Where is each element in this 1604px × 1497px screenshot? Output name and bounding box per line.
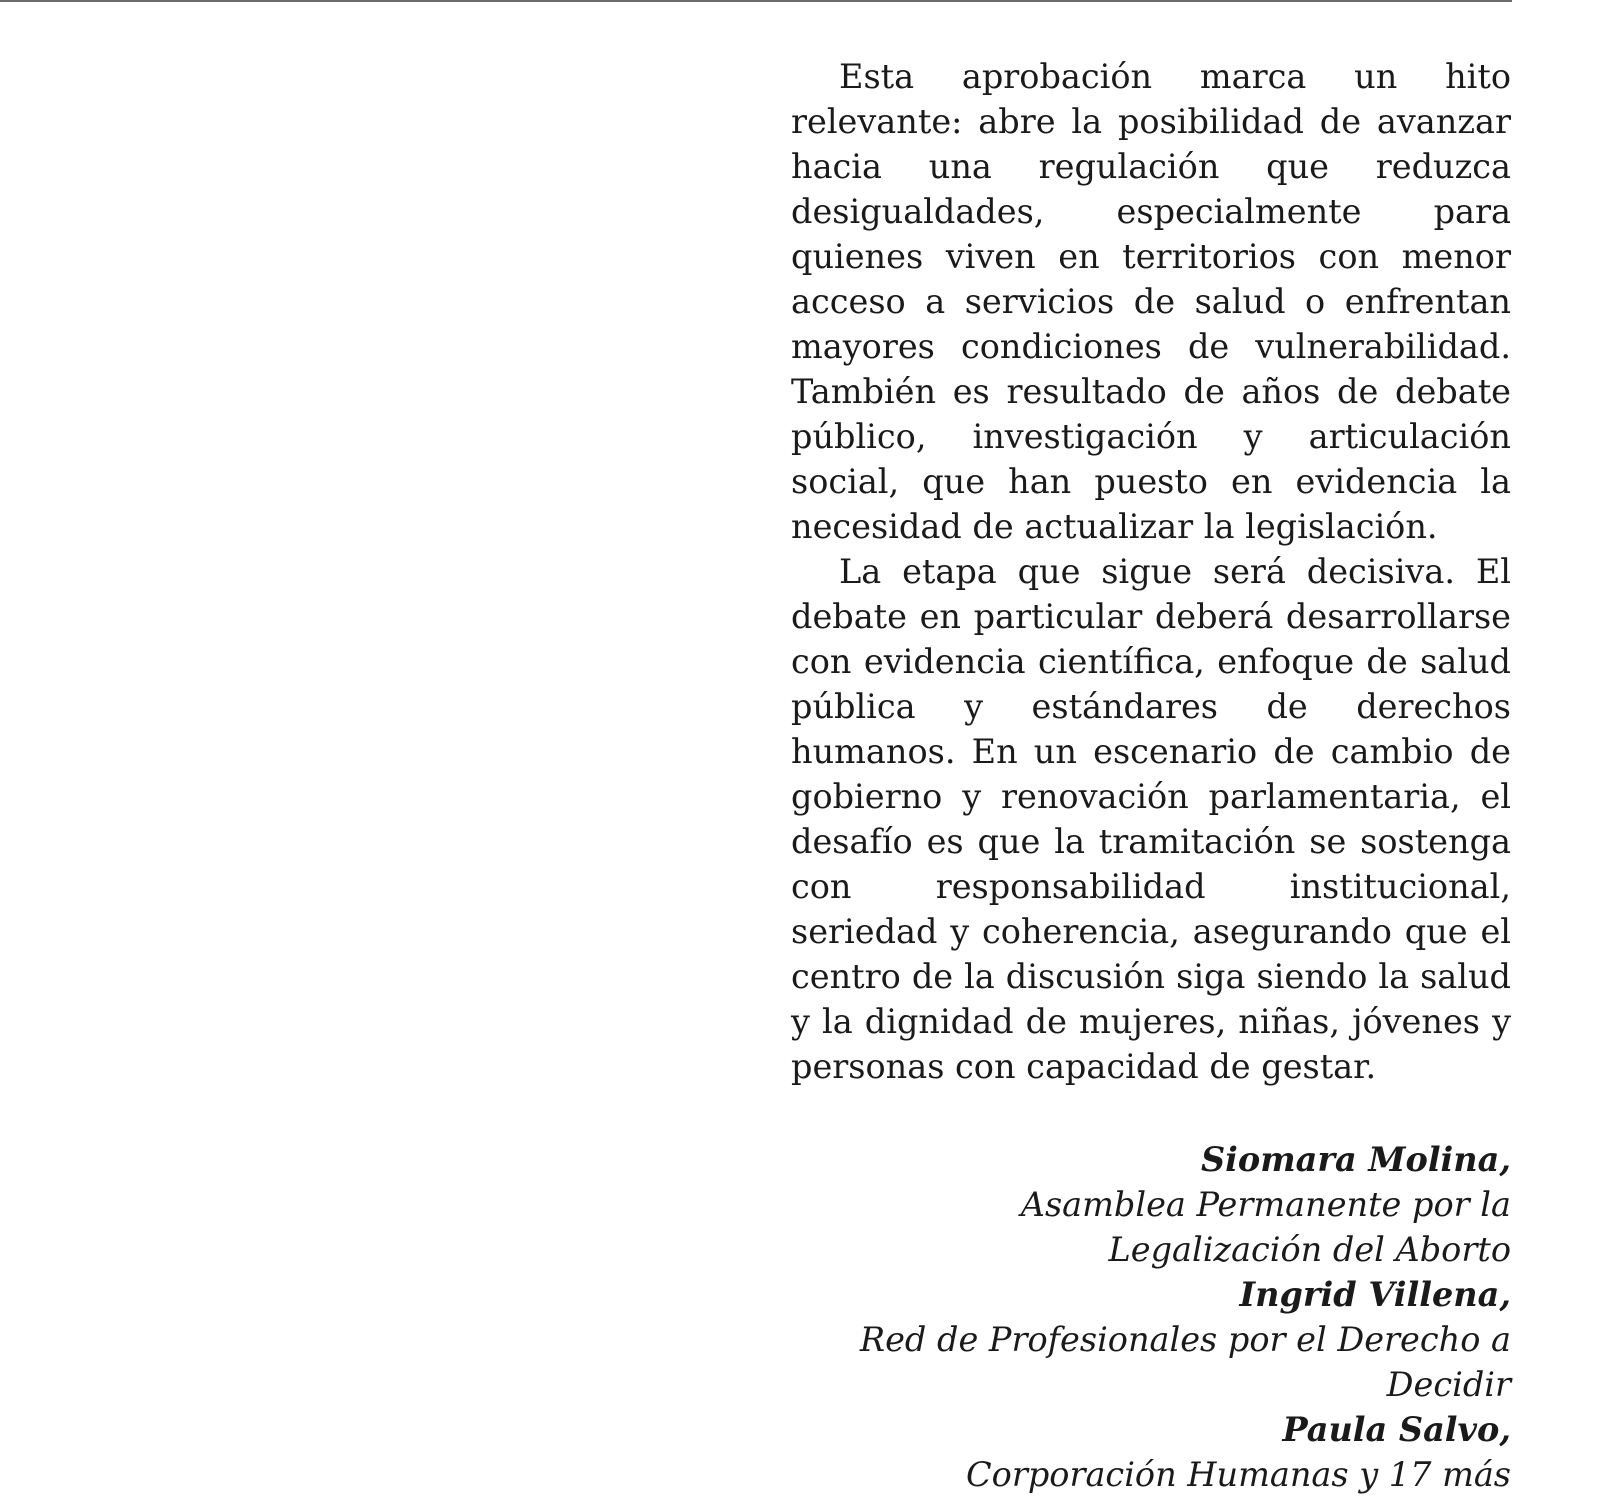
signatory-name-3: Paula Salvo,: [1282, 1410, 1511, 1449]
signatory-name-2: Ingrid Villena,: [1239, 1275, 1511, 1314]
article-column: [791, 54, 1511, 1497]
signature-block: [791, 1137, 1511, 1497]
signatory-organization-3: Corporación Humanas y 17 más: [966, 1455, 1511, 1494]
article-paragraph-2: La etapa que sigue será decisiva. El debate en particular deberá desarrollarse con evidencia científica, enfoque de salud pública y estándares de derechos humanos. En un escenario de cambio de gobierno y renovación parlamentaria, el desafío es que la tramitación se sostenga con responsabilidad institucional, seriedad y coherencia, asegurando que el centro de la discusión siga siendo la salud y la dignidad de mujeres, niñas, jóvenes y personas con capacidad de gestar.: [791, 552, 1511, 1086]
article-paragraph-1: Esta aprobación marca un hito relevante: abre la posibilidad de avanzar hacia una regulación que reduzca desigualdades, especialmente para quienes viven en territorios con menor acceso a servicios de salud o enfrentan mayores condiciones de vulnerabilidad. También es resultado de años de debate público, investigación y articulación social, que han puesto en evidencia la necesidad de actualizar la legislación.: [791, 57, 1511, 546]
signatory-name-1: Siomara Molina,: [1200, 1140, 1511, 1179]
signatory-organization-2: Red de Profesionales por el Derecho a Decidir: [859, 1320, 1511, 1404]
top-divider-rule: [0, 0, 1512, 2]
signatory-organization-1: Asamblea Permanente por la Legalización del Aborto: [1020, 1185, 1511, 1269]
